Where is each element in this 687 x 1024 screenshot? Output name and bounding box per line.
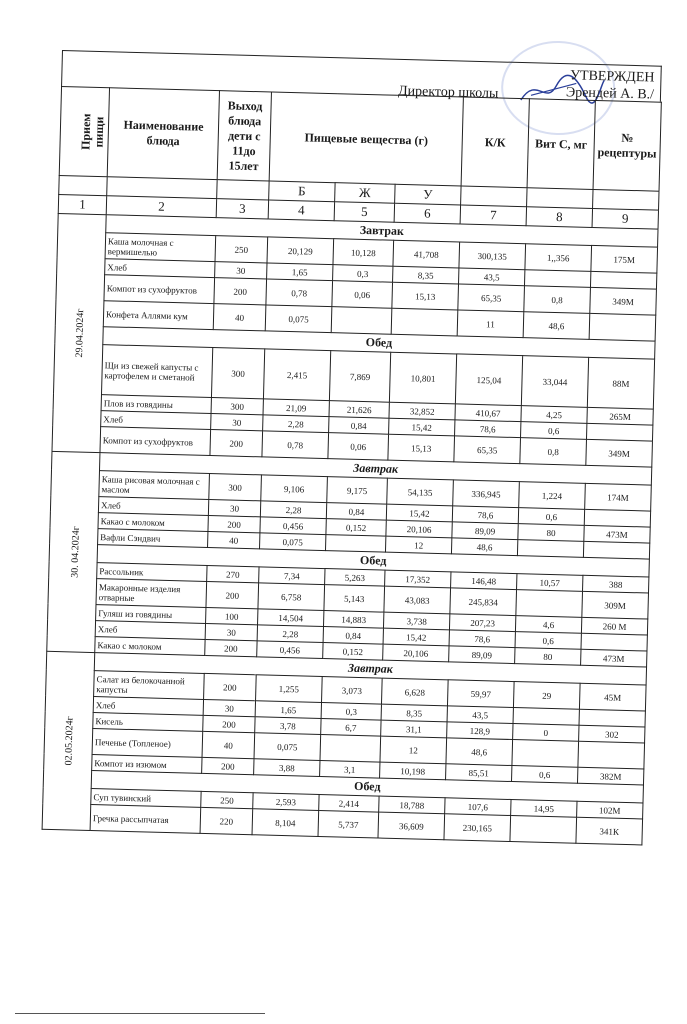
cell-vitc: 4,25 [521,406,587,424]
header-b: Б [269,181,335,202]
cell-out: 30 [203,699,255,716]
header-recipe: № рецептуры [593,100,661,191]
col-num: 1 [58,194,106,214]
header-output: Выход блюда дети с 11до 15лет [217,91,271,181]
cell-b: 0,78 [266,279,333,307]
cell-u: 10,801 [389,352,456,404]
cell-out: 30 [208,499,260,516]
cell-vitc: 1,224 [519,482,586,510]
cell-name: Хлеб [98,497,208,516]
cell-rec: 473М [581,649,647,667]
cell-zh: 0,152 [323,643,383,661]
col-num: 9 [592,208,658,229]
cell-zh: 14,883 [323,611,383,629]
header-vitc: Вит С, мг [527,99,595,190]
cell-out: 200 [214,278,267,305]
cell-kk: 78,6 [449,630,515,648]
cell-u: 17,352 [385,570,451,588]
cell-vitc [512,740,579,768]
cell-zh: 6,7 [321,719,381,737]
cell-b: 0,075 [254,733,321,761]
cell-out: 220 [200,807,253,834]
cell-name: Кисель [93,713,203,732]
cell-rec [578,741,645,769]
cell-b: 0,075 [265,305,332,333]
cell-zh: 0,3 [321,703,381,721]
day-date: 29.04.2024г [52,213,106,452]
cell-out: 40 [208,531,260,548]
cell-b: 3,88 [254,759,320,777]
cell-vitc: 0,6 [521,422,587,440]
cell-out: 30 [215,262,267,279]
cell-name: Плов из говядины [101,395,211,414]
cell-rec: 382М [577,767,643,785]
cell-out: 200 [202,757,254,774]
cell-rec: 88М [587,357,654,409]
cell-out: 200 [205,639,257,656]
cell-vitc: 29 [513,682,580,710]
cell-rec: 260 М [581,617,647,635]
cell-name: Щи из свежей капусты с картофелем и сметаной [101,345,212,398]
header-dish: Наименование блюда [107,88,219,180]
cell-vitc: 0,6 [512,766,578,784]
cell-b: 21,09 [263,399,329,417]
cell-b: 6,758 [258,583,325,611]
cell-out: 300 [209,474,262,501]
cell-b: 2,28 [260,501,326,519]
cell-rec [590,271,656,289]
cell-name: Рассольник [97,563,207,582]
cell-rec: 45М [579,683,646,711]
cell-u: 18,788 [379,796,445,814]
cell-vitc: 1,,356 [525,244,592,272]
cell-out: 300 [211,348,264,399]
cell-zh: 5,737 [318,810,379,838]
section-title: Завтрак [100,453,652,485]
footer-line [15,1013,265,1014]
cell-name: Каша рисовая молочная с маслом [99,471,210,500]
cell-zh: 0,06 [328,433,389,461]
cell-vitc: 0,8 [520,438,587,466]
cell-zh: 9,175 [327,477,388,505]
cell-u: 15,42 [386,504,452,522]
cell-zh [325,535,385,553]
cell-b: 14,504 [258,609,324,627]
cell-kk: 207,23 [449,614,515,632]
cell-zh: 0,06 [332,281,393,309]
cell-vitc: 0,6 [515,632,581,650]
cell-vitc [517,540,583,558]
cell-name: Суп тувинский [91,789,201,808]
cell-name: Компот из сухофруктов [100,427,211,456]
cell-vitc [524,270,590,288]
cell-u: 31,1 [381,720,447,738]
cell-rec: 349М [590,287,657,315]
cell-kk: 410,67 [455,404,521,422]
cell-u: 36,609 [378,812,445,840]
col-num: 2 [106,196,216,218]
cell-b: 0,78 [262,431,329,459]
section-title: Обед [91,771,643,803]
col-num: 7 [460,205,526,226]
cell-rec: 175М [591,245,658,273]
cell-b: 9,106 [261,475,328,503]
cell-u: 15,42 [383,628,449,646]
cell-vitc: 0,8 [524,286,591,314]
cell-rec [589,313,656,341]
cell-kk: 78,6 [455,420,521,438]
cell-b: 8,104 [252,809,319,837]
cell-kk: 48,6 [451,538,517,556]
cell-vitc: 10,57 [517,574,583,592]
cell-u: 43,083 [384,586,451,614]
cell-u: 20,106 [383,644,449,662]
cell-out: 250 [201,791,253,808]
cell-out: 200 [204,673,257,700]
cell-b: 2,28 [263,415,329,433]
cell-vitc: 4,6 [515,616,581,634]
cell-zh: 0,84 [323,627,383,645]
cell-rec: 102М [577,801,643,819]
cell-zh: 0,3 [333,265,393,283]
cell-kk: 128,9 [447,722,513,740]
cell-zh: 7,869 [329,351,390,403]
cell-rec: 388 [583,575,649,593]
cell-name: Какао с молоком [95,637,205,656]
header-meal: Прием пищи [59,87,109,177]
cell-vitc: 48,6 [523,312,590,340]
section-title: Завтрак [106,215,658,247]
cell-rec [583,541,649,559]
cell-name: Гуляш из говядины [96,605,206,624]
col-num: 5 [334,202,394,223]
cell-b: 2,593 [253,793,319,811]
col-num: 4 [268,200,334,221]
cell-kk: 65,35 [458,284,525,312]
cell-b: 0,456 [260,517,326,535]
cell-out: 200 [208,515,260,532]
cell-zh: 3,073 [322,677,383,705]
cell-vitc [513,708,579,726]
cell-out: 300 [211,398,263,415]
cell-zh: 3,1 [320,760,380,778]
section-title: Обед [103,327,655,359]
cell-kk: 78,6 [452,506,518,524]
cell-rec: 349М [586,439,653,467]
cell-kk: 146,48 [451,572,517,590]
cell-out: 30 [211,414,263,431]
col-num: 3 [216,199,268,219]
cell-name: Конфета Аллями кум [103,301,214,330]
cell-name: Салат из белокочанной капусты [94,671,205,700]
cell-rec: 174М [585,483,652,511]
cell-name: Каша молочная с вермишелью [105,233,216,262]
cell-kk: 89,09 [452,522,518,540]
cell-zh: 5,263 [325,569,385,587]
cell-rec [586,423,652,441]
cell-u: 41,708 [393,240,460,268]
cell-zh: 0,152 [326,519,386,537]
cell-u [391,308,458,336]
cell-zh: 2,414 [319,794,379,812]
section-title: Обед [97,545,649,577]
cell-rec: 473М [584,525,650,543]
cell-b: 2,28 [257,625,323,643]
cell-out: 100 [206,607,258,624]
cell-kk: 125,04 [455,354,522,406]
cell-kk: 85,51 [446,764,512,782]
cell-rec [579,709,645,727]
cell-u: 8,35 [381,704,447,722]
approval-title: УТВЕРЖДЕН [569,68,655,86]
cell-name: Компот из сухофруктов [104,275,215,304]
cell-kk: 43,5 [459,268,525,286]
director-name: Эрендей А. В./ [565,85,655,103]
cell-u: 8,35 [393,266,459,284]
cell-u: 15,42 [389,418,455,436]
cell-out: 40 [202,731,255,758]
day-date: 30. 04.2024г [47,451,100,652]
cell-zh [320,735,381,763]
cell-vitc: 0 [513,724,579,742]
col-num: 8 [526,207,592,228]
cell-zh: 5,143 [324,585,385,613]
cell-kk: 89,09 [449,646,515,664]
cell-u: 3,738 [383,612,449,630]
cell-name: Хлеб [101,411,211,430]
cell-out: 270 [207,565,259,582]
cell-b: 0,456 [257,641,323,659]
cell-name: Гречка рассыпчатая [90,805,201,834]
cell-b: 1,65 [267,263,333,281]
cell-kk: 336,945 [453,480,520,508]
cell-b: 0,075 [260,533,326,551]
cell-out: 200 [203,715,255,732]
cell-name: Компот из изюмом [92,755,202,774]
cell-vitc [510,816,577,844]
cell-u: 32,852 [389,402,455,420]
day-date: 02.05.2024г [42,651,95,830]
cell-name: Хлеб [105,259,215,278]
cell-zh: 10,128 [333,239,394,267]
cell-zh: 21,626 [329,401,389,419]
cell-rec: 265М [587,407,653,425]
cell-out: 200 [206,581,259,608]
cell-vitc: 80 [518,524,584,542]
cell-name: Печенье (Топленое) [92,729,203,758]
cell-zh: 0,84 [326,503,386,521]
cell-rec: 309М [582,591,649,619]
col-num: 6 [394,203,460,224]
cell-vitc: 14,95 [511,800,577,818]
cell-b: 3,78 [255,717,321,735]
cell-vitc [516,590,583,618]
director-label: Директор школы [397,83,499,102]
cell-b: 1,255 [256,675,323,703]
cell-b: 20,129 [267,237,334,265]
cell-u: 20,106 [386,520,452,538]
cell-u: 12 [385,536,451,554]
cell-b: 2,415 [263,349,330,401]
cell-kk: 230,165 [444,814,511,842]
header-nutrients: Пищевые вещества (г) [269,92,463,186]
header-u: У [395,184,461,205]
cell-b: 7,34 [259,567,325,585]
cell-zh [331,307,392,335]
cell-kk: 48,6 [446,738,513,766]
menu-table [42,83,662,845]
cell-vitc: 33,044 [521,356,588,408]
cell-rec: 341К [576,817,643,845]
header-kk: К/К [461,97,529,188]
cell-zh: 0,84 [329,417,389,435]
cell-name: Хлеб [95,621,205,640]
cell-vitc: 0,6 [518,508,584,526]
cell-kk: 65,35 [454,436,521,464]
menu-sheet [39,50,662,955]
cell-kk: 11 [457,310,524,338]
cell-name: Какао с молоком [98,513,208,532]
cell-u: 54,135 [387,478,454,506]
cell-rec: 302 [579,725,645,743]
cell-vitc: 80 [515,648,581,666]
cell-kk: 107,6 [445,798,511,816]
cell-u: 6,628 [381,678,448,706]
cell-name: Макаронные изделия отварные [96,579,207,608]
header-zh: Ж [335,183,395,204]
cell-u: 12 [380,736,447,764]
cell-u: 15,13 [388,434,455,462]
cell-rec [581,633,647,651]
cell-u: 15,13 [392,282,459,310]
cell-name: Хлеб [93,697,203,716]
cell-kk: 300,135 [459,242,526,270]
cell-name: Вафли Сэндвич [98,529,208,548]
cell-out: 200 [210,430,263,457]
cell-b: 1,65 [255,701,321,719]
cell-kk: 245,834 [450,588,517,616]
cell-out: 30 [205,623,257,640]
cell-rec [584,509,650,527]
cell-out: 40 [213,304,266,331]
section-title: Завтрак [94,653,646,685]
cell-u: 10,198 [380,762,446,780]
cell-kk: 59,97 [447,680,514,708]
cell-out: 250 [215,236,268,263]
cell-kk: 43,5 [447,706,513,724]
